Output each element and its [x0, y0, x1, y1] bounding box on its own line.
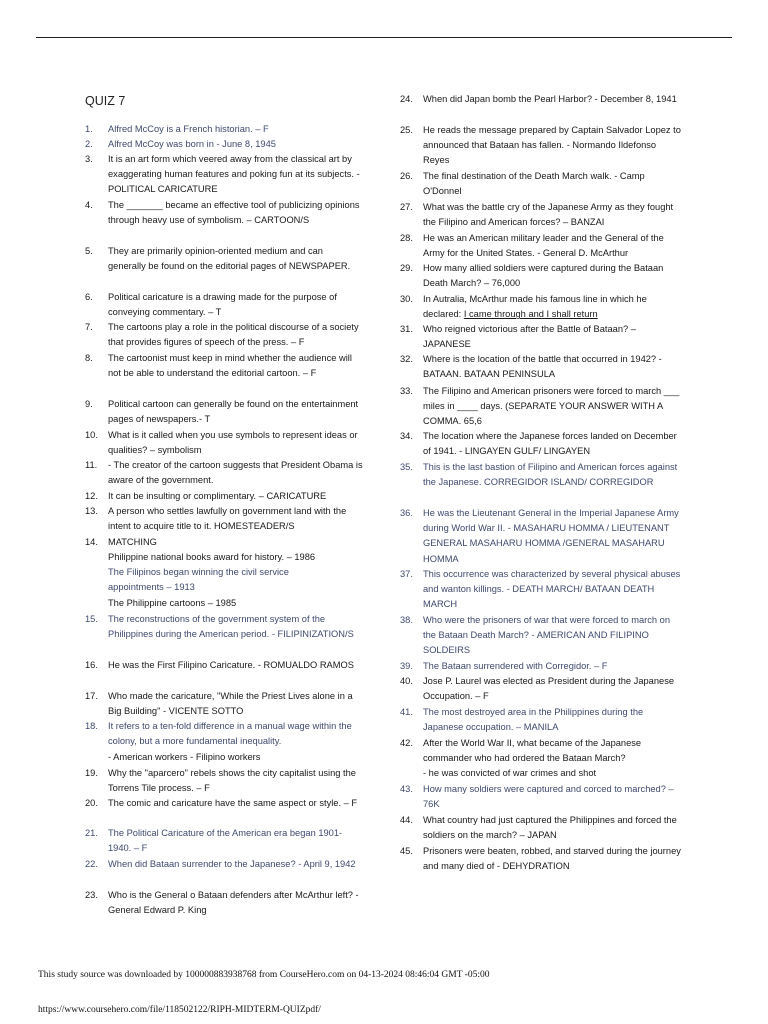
question-text: Jose P. Laurel was elected as President during the Japanese Occupation. – F [423, 676, 675, 702]
question-41 [400, 705, 682, 735]
question-text: The cartoons play a role in the political discourse of a society that provides figures of speech of the press. – F [108, 322, 359, 348]
question-2 [85, 137, 363, 152]
question-32 [400, 352, 682, 382]
question-text: Prisoners were beaten, robbed, and starved during the journey and many died of - DEHYDRATION [423, 846, 681, 872]
question-text: When did Bataan surrender to the Japanese? - April 9, 1942 [108, 859, 356, 869]
question-text: Political caricature is a drawing made for the purpose of conveying commentary. – T [108, 292, 337, 318]
question-number: 19. [85, 768, 98, 778]
question-36 [400, 506, 682, 567]
question-text: How many soldiers were captured and corced to marched? – 76K [423, 784, 674, 810]
question-text-part: In Autralia, McArthur made his famous line in which he declared: [423, 294, 647, 320]
question-number: 41. [400, 707, 413, 717]
question-number: 9. [85, 399, 93, 409]
question-30 [400, 292, 682, 322]
question-text: Who is the General o Bataan defenders after McArthur left? - General Edward P. King [108, 890, 359, 916]
question-text: Who reigned victorious after the Battle of Bataan? – JAPANESE [423, 324, 636, 350]
download-notice: This study source was downloaded by 100000883938768 from CourseHero.com on 04-13-2024 08:46:04 GMT -05:00 [38, 970, 490, 980]
question-text: The reconstructions of the government system of the Philippines during the American period. - FILIPINIZATION/S [108, 614, 354, 640]
question-number: 15. [85, 614, 98, 624]
question-text: The _______ became an effective tool of publicizing opinions through heavy use of symbolism. – CARTOON/S [108, 200, 360, 226]
question-6 [85, 290, 363, 320]
question-number: 27. [400, 202, 413, 212]
question-number: 34. [400, 431, 413, 441]
question-22 [85, 857, 363, 872]
underlined-quote: I came through and I shall return [463, 309, 598, 320]
question-18 [85, 719, 363, 749]
question-text: What was the battle cry of the Japanese Army as they fought the Filipino and American forces? – BANZAI [423, 202, 674, 228]
question-text: He was the Lieutenant General in the Imperial Japanese Army during World War II. - MASAHARU HOMMA / LIEUTENANT GENERAL MASAHARU HOMMA /GENERAL MASAHARU HOMMA [423, 508, 679, 564]
question-text: The cartoonist must keep in mind whether the audience will not be able to understand the editorial cartoon. – F [108, 353, 352, 379]
question-text: What country had just captured the Philippines and forced the soldiers on the march? – JAPAN [423, 815, 677, 841]
question-text: It is an art form which veered away from the classical art by exaggerating human features and poking fun at its subjects. - POLITICAL CARICATURE [108, 154, 360, 195]
question-number: 28. [400, 233, 413, 243]
question-number: 4. [85, 200, 93, 210]
question-text: A person who settles lawfully on government land with the intent to acquire title to it. HOMESTEADER/S [108, 506, 347, 532]
question-16 [85, 658, 363, 673]
question-9 [85, 397, 363, 427]
question-text: Who made the caricature, "While the Priest Lives alone in a Big Building" - VICENTE SOTTO [108, 691, 353, 717]
question-text: Alfred McCoy was born in - June 8, 1945 [108, 139, 276, 149]
top-rule [36, 37, 732, 38]
question-text: When did Japan bomb the Pearl Harbor? - December 8, 1941 [423, 94, 677, 104]
question-5 [85, 244, 363, 274]
question-3 [85, 152, 363, 198]
question-number: 20. [85, 798, 98, 808]
question-text: MATCHING [108, 537, 157, 547]
question-number: 35. [400, 462, 413, 472]
question-text: Alfred McCoy is a French historian. – F [108, 124, 269, 134]
question-12 [85, 489, 363, 504]
question-number: 38. [400, 615, 413, 625]
question-26 [400, 169, 682, 199]
question-number: 44. [400, 815, 413, 825]
question-number: 18. [85, 721, 98, 731]
source-url: https://www.coursehero.com/file/118502122/RIPH-MIDTERM-QUIZpdf/ [38, 1005, 321, 1015]
page-title: QUIZ 7 [85, 94, 126, 108]
question-40 [400, 674, 682, 704]
question-19 [85, 766, 363, 796]
question-number: 26. [400, 171, 413, 181]
question-text: He reads the message prepared by Captain Salvador Lopez to announced that Bataan has fallen. - Normando Ildefonso Reyes [423, 125, 681, 166]
question-11 [85, 458, 363, 488]
question-text: - The creator of the cartoon suggests that President Obama is aware of the government. [108, 460, 363, 486]
question-number: 2. [85, 139, 93, 149]
question-text: This occurrence was characterized by several physical abuses and wanton killings. - DEATH MARCH/ BATAAN DEATH MARCH [423, 569, 681, 610]
question-44 [400, 813, 682, 843]
question-number: 22. [85, 859, 98, 869]
question-text: Why the "aparcero" rebels shows the city capitalist using the Torrens Tile process. – F [108, 768, 356, 794]
question-number: 29. [400, 263, 413, 273]
question-text: It refers to a ten-fold difference in a manual wage within the colony, but a more fundamental inequality. [108, 721, 352, 747]
question-number: 17. [85, 691, 98, 701]
question-text [423, 292, 682, 322]
question-number: 10. [85, 430, 98, 440]
matching-item-2: The Filipinos began winning the civil service appointments – 1913 [108, 567, 289, 593]
question-21 [85, 826, 363, 856]
question-43 [400, 782, 682, 812]
question-text: He was an American military leader and the General of the Army for the United States. - General D. McArthur [423, 233, 664, 259]
question-33 [400, 384, 682, 430]
question-text: It can be insulting or complimentary. – CARICATURE [108, 491, 327, 501]
question-39 [400, 659, 682, 674]
question-text: The Filipino and American prisoners were forced to march ___ miles in ____ days. (SEPARATE YOUR ANSWER WITH A COMMA. 65,6 [423, 386, 680, 427]
question-text: Who were the prisoners of war that were forced to march on the Bataan Death March? - AMERICAN AND FILIPINO SOLDEIRS [423, 615, 670, 656]
question-number: 25. [400, 125, 413, 135]
question-number: 8. [85, 353, 93, 363]
question-number: 30. [400, 294, 413, 304]
question-20 [85, 796, 363, 811]
question-number: 16. [85, 660, 98, 670]
question-text: This is the last bastion of Filipino and American forces against the Japanese. CORREGIDOR ISLAND/ CORREGIDOR [423, 462, 678, 488]
question-text: Political cartoon can generally be found on the entertainment pages of newspapers.- T [108, 399, 359, 425]
question-text: The Bataan surrendered with Corregidor. – F [423, 661, 608, 671]
question-15 [85, 612, 363, 642]
question-27 [400, 200, 682, 230]
question-number: 11. [85, 460, 98, 470]
question-37 [400, 567, 682, 613]
question-23 [85, 888, 363, 918]
question-29 [400, 261, 682, 291]
question-number: 7. [85, 322, 93, 332]
question-text: They are primarily opinion-oriented medium and can generally be found on the editorial pages of NEWSPAPER. [108, 246, 351, 272]
question-number: 36. [400, 508, 413, 518]
question-text: The final destination of the Death March walk. - Camp O'Donnel [423, 171, 645, 197]
question-text: The Political Caricature of the American era began 1901-1940. – F [108, 828, 343, 854]
question-7 [85, 320, 363, 350]
question-4 [85, 198, 363, 228]
matching-item-1: Philippine national books award for history. – 1986 [108, 552, 316, 562]
question-number: 23. [85, 890, 98, 900]
question-35 [400, 460, 682, 490]
question-text: The most destroyed area in the Philippines during the Japanese occupation. – MANILA [423, 707, 644, 733]
question-24 [400, 92, 682, 107]
question-number: 42. [400, 738, 413, 748]
question-number: 33. [400, 386, 413, 396]
question-25 [400, 123, 682, 169]
question-text: How many allied soldiers were captured during the Bataan Death March? – 76,000 [423, 263, 664, 289]
question-28 [400, 231, 682, 261]
question-text: After the World War II, what became of the Japanese commander who had ordered the Bataan March? [423, 738, 642, 764]
question-number: 24. [400, 94, 413, 104]
question-number: 21. [85, 828, 98, 838]
question-text: He was the First Filipino Caricature. - ROMUALDO RAMOS [108, 660, 354, 670]
question-18-answer: - American workers - Filipino workers [108, 752, 261, 762]
question-number: 39. [400, 661, 413, 671]
question-17 [85, 689, 363, 719]
question-number: 43. [400, 784, 413, 794]
question-number: 40. [400, 676, 413, 686]
question-number: 5. [85, 246, 93, 256]
question-8 [85, 351, 363, 381]
question-number: 37. [400, 569, 413, 579]
question-number: 45. [400, 846, 413, 856]
question-number: 12. [85, 491, 98, 501]
question-number: 14. [85, 537, 98, 547]
question-14 [85, 535, 363, 550]
question-number: 13. [85, 506, 98, 516]
question-text: The comic and caricature have the same aspect or style. – F [108, 798, 358, 808]
question-text: Where is the location of the battle that occurred in 1942? - BATAAN. BATAAN PENINSULA [423, 354, 662, 380]
question-13 [85, 504, 363, 534]
question-number: 1. [85, 124, 93, 134]
question-45 [400, 844, 682, 874]
question-number: 32. [400, 354, 413, 364]
question-1 [85, 122, 363, 137]
question-31 [400, 322, 682, 352]
question-number: 6. [85, 292, 93, 302]
question-number: 3. [85, 154, 93, 164]
question-34 [400, 429, 682, 459]
question-42 [400, 736, 682, 766]
question-number: 31. [400, 324, 413, 334]
question-38 [400, 613, 682, 659]
question-text: The location where the Japanese forces landed on December of 1941. - LINGAYEN GULF/ LINGAYEN [423, 431, 677, 457]
question-42-answer: - he was convicted of war crimes and shot [423, 768, 597, 778]
question-text: What is it called when you use symbols to represent ideas or qualities? – symbolism [108, 430, 358, 456]
matching-item-3: The Philippine cartoons – 1985 [108, 598, 237, 608]
question-10 [85, 428, 363, 458]
